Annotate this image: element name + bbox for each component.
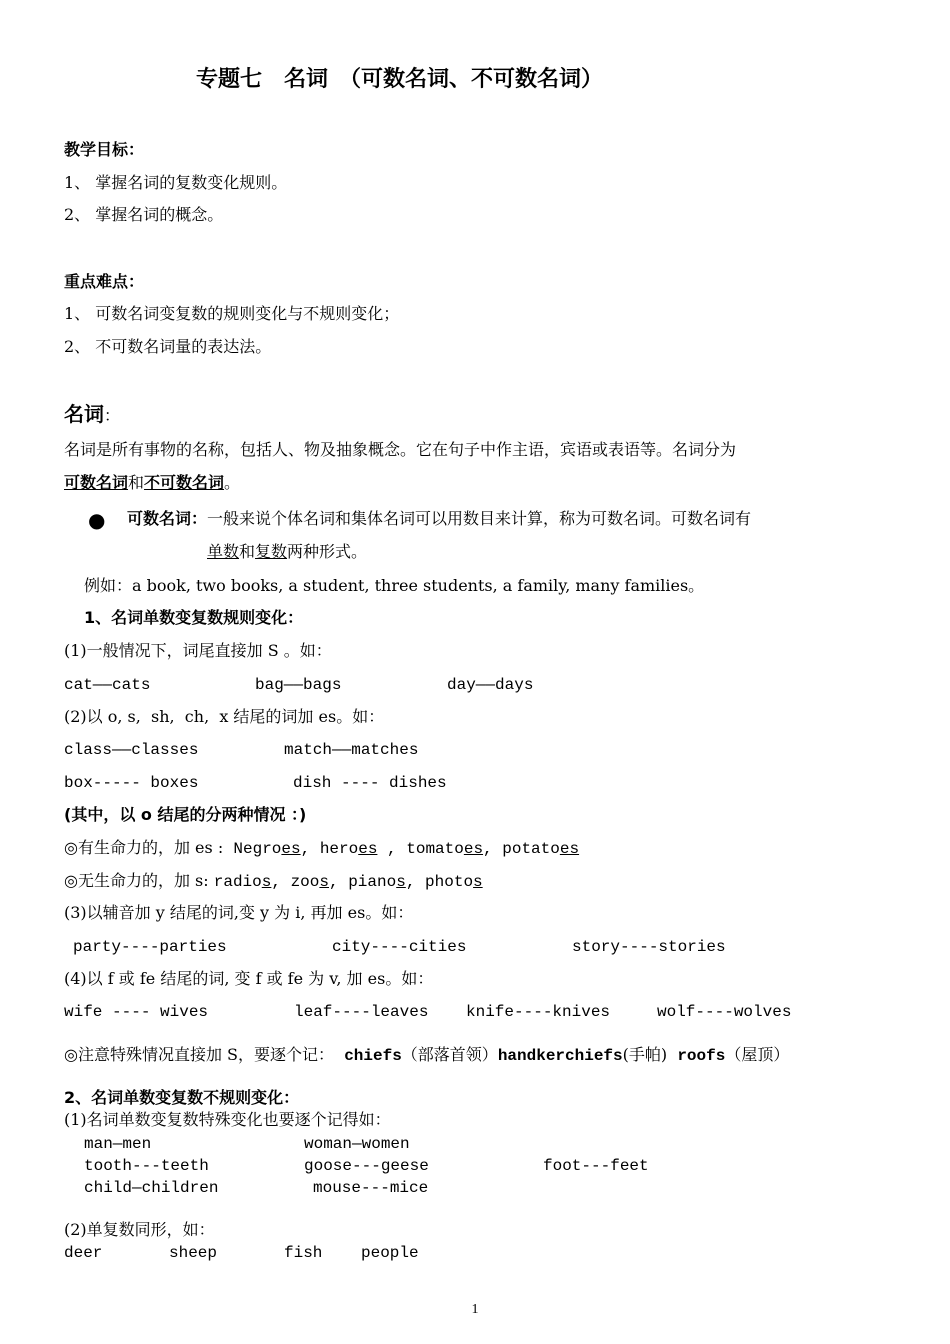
irregular-2: (2)单复数同形，如： xyxy=(64,1220,215,1239)
countable-label: 可数名词： xyxy=(127,509,208,528)
noun-heading-colon: ： xyxy=(104,406,121,425)
rule-1-example: bag——bags xyxy=(255,676,342,694)
page-number: 1 xyxy=(471,1302,479,1317)
lifeless-prefix: ◎无生命力的，加 s: xyxy=(64,871,214,890)
word-sep: , xyxy=(405,873,426,891)
keypoints-heading: 重点难点： xyxy=(64,272,145,291)
plural-term: 复数 xyxy=(255,542,288,561)
special-line xyxy=(64,1045,789,1066)
and-text: 和 xyxy=(128,473,145,492)
rule-2-example: dish ---- dishes xyxy=(293,774,447,792)
irregular-example: tooth---teeth xyxy=(84,1157,209,1175)
rule-1: (1)一般情况下，词尾直接加 S 。如： xyxy=(64,641,332,660)
countable-desc: 一般来说个体名词和集体名词可以用数目来计算，称为可数名词。可数名词有 xyxy=(207,509,752,528)
special-word: chiefs xyxy=(344,1047,402,1065)
page-title: 专题七 名词 （可数名词、不可数名词） xyxy=(196,67,604,92)
and-text: 和 xyxy=(239,542,256,561)
word-suffix: s xyxy=(396,873,406,891)
rule-1-example: cat——cats xyxy=(64,676,151,694)
noun-heading: 名词 xyxy=(64,402,104,426)
alive-words xyxy=(233,840,579,858)
rule-4: (4)以 f 或 fe 结尾的词, 变 f 或 fe 为 v, 加 es。如： xyxy=(64,969,434,988)
alive-prefix: ◎有生命力的，加 es : xyxy=(64,838,234,857)
keypoint-item: 2、 不可数名词量的表达法。 xyxy=(64,337,272,356)
example-line: 例如：a book, two books, a student, three students, a family, many families。 xyxy=(84,576,705,595)
word-stem: photo xyxy=(425,873,474,891)
word-sep: , xyxy=(300,840,320,858)
word-sep: , xyxy=(377,840,407,858)
irregular-heading: 2、名词单数变复数不规则变化： xyxy=(64,1088,300,1107)
word-sep: , xyxy=(329,873,349,891)
word-stem: radio xyxy=(213,873,262,891)
word-stem: piano xyxy=(348,873,397,891)
rule-2-note: (其中，以 o 结尾的分两种情况 ：) xyxy=(64,805,307,824)
word-stem: zoo xyxy=(290,873,320,891)
singular-term: 单数 xyxy=(207,542,240,561)
word-stem: potato xyxy=(502,840,560,858)
word-suffix: es xyxy=(281,840,301,858)
noun-intro-line1: 名词是所有事物的名称，包括人、物及抽象概念。它在句子中作主语，宾语或表语等。名词分为 xyxy=(64,440,737,459)
rules-heading: 1、名词单数变复数规则变化： xyxy=(84,608,304,627)
goal-item: 1、 掌握名词的复数变化规则。 xyxy=(64,173,288,192)
rule-3-example: city----cities xyxy=(332,938,467,956)
word-suffix: s xyxy=(319,873,329,891)
special-prefix: ◎注意特殊情况直接加 S，要逐个记： xyxy=(64,1045,345,1064)
noun-intro-line2 xyxy=(64,473,240,493)
same-form-example: sheep xyxy=(169,1244,218,1262)
rule-2-example: box----- boxes xyxy=(64,774,199,792)
rule-2-example: class——classes xyxy=(64,741,199,759)
word-stem: hero xyxy=(319,840,359,858)
noun-heading-line xyxy=(64,402,120,426)
lifeless-line xyxy=(64,871,483,892)
word-suffix: es xyxy=(463,840,484,858)
countable-forms xyxy=(207,542,367,562)
rule-4-example: wife ---- wives xyxy=(64,1003,209,1021)
irregular-example: child—children xyxy=(84,1179,219,1197)
same-form-example: fish xyxy=(284,1244,323,1262)
rule-4-example: wolf----wolves xyxy=(657,1003,792,1021)
word-stem: Negro xyxy=(233,840,282,858)
irregular-example: man—men xyxy=(84,1135,152,1153)
countable-definition xyxy=(127,509,751,529)
rule-2: (2)以 o, s, sh, ch, x 结尾的词加 es。如： xyxy=(64,707,385,726)
special-word: roofs xyxy=(677,1047,726,1065)
bullet-icon: ● xyxy=(88,508,106,532)
alive-line xyxy=(64,838,579,859)
word-stem: tomato xyxy=(406,840,464,858)
rule-2-example: match——matches xyxy=(284,741,419,759)
goal-item: 2、 掌握名词的概念。 xyxy=(64,205,224,224)
irregular-1: (1)名词单数变复数特殊变化也要逐个记得如： xyxy=(64,1110,391,1129)
word-sep: , xyxy=(271,873,291,891)
special-word: handkerchiefs xyxy=(497,1047,623,1065)
period-text: 。 xyxy=(224,473,241,492)
lifeless-words xyxy=(214,873,483,891)
countable-term: 可数名词 xyxy=(64,473,129,492)
rule-4-example: leaf----leaves xyxy=(294,1003,429,1021)
rule-3: (3)以辅音加 y 结尾的词,变 y 为 i, 再加 es。如： xyxy=(64,903,414,922)
word-suffix: es xyxy=(559,840,580,858)
irregular-example: woman—women xyxy=(304,1135,410,1153)
rule-3-example: party----parties xyxy=(73,938,227,956)
rule-1-example: day——days xyxy=(447,676,534,694)
irregular-example: goose---geese xyxy=(304,1157,429,1175)
uncountable-term: 不可数名词 xyxy=(144,473,225,492)
rule-4-example: knife----knives xyxy=(466,1003,611,1021)
forms-text: 两种形式。 xyxy=(287,542,368,561)
irregular-example: mouse---mice xyxy=(313,1179,429,1197)
word-sep: , xyxy=(483,840,503,858)
word-suffix: s xyxy=(261,873,272,891)
word-suffix: es xyxy=(358,840,378,858)
word-suffix: s xyxy=(473,873,483,891)
same-form-example: deer xyxy=(64,1244,103,1262)
irregular-example: foot---feet xyxy=(543,1157,649,1175)
special-gloss: (手帕) xyxy=(622,1045,678,1064)
special-gloss: （部落首领） xyxy=(401,1045,498,1064)
same-form-example: people xyxy=(361,1244,419,1262)
goals-heading: 教学目标： xyxy=(64,140,145,159)
special-gloss: （屋顶） xyxy=(725,1045,790,1064)
keypoint-item: 1、 可数名词变复数的规则变化与不规则变化； xyxy=(64,304,400,323)
rule-3-example: story----stories xyxy=(572,938,726,956)
